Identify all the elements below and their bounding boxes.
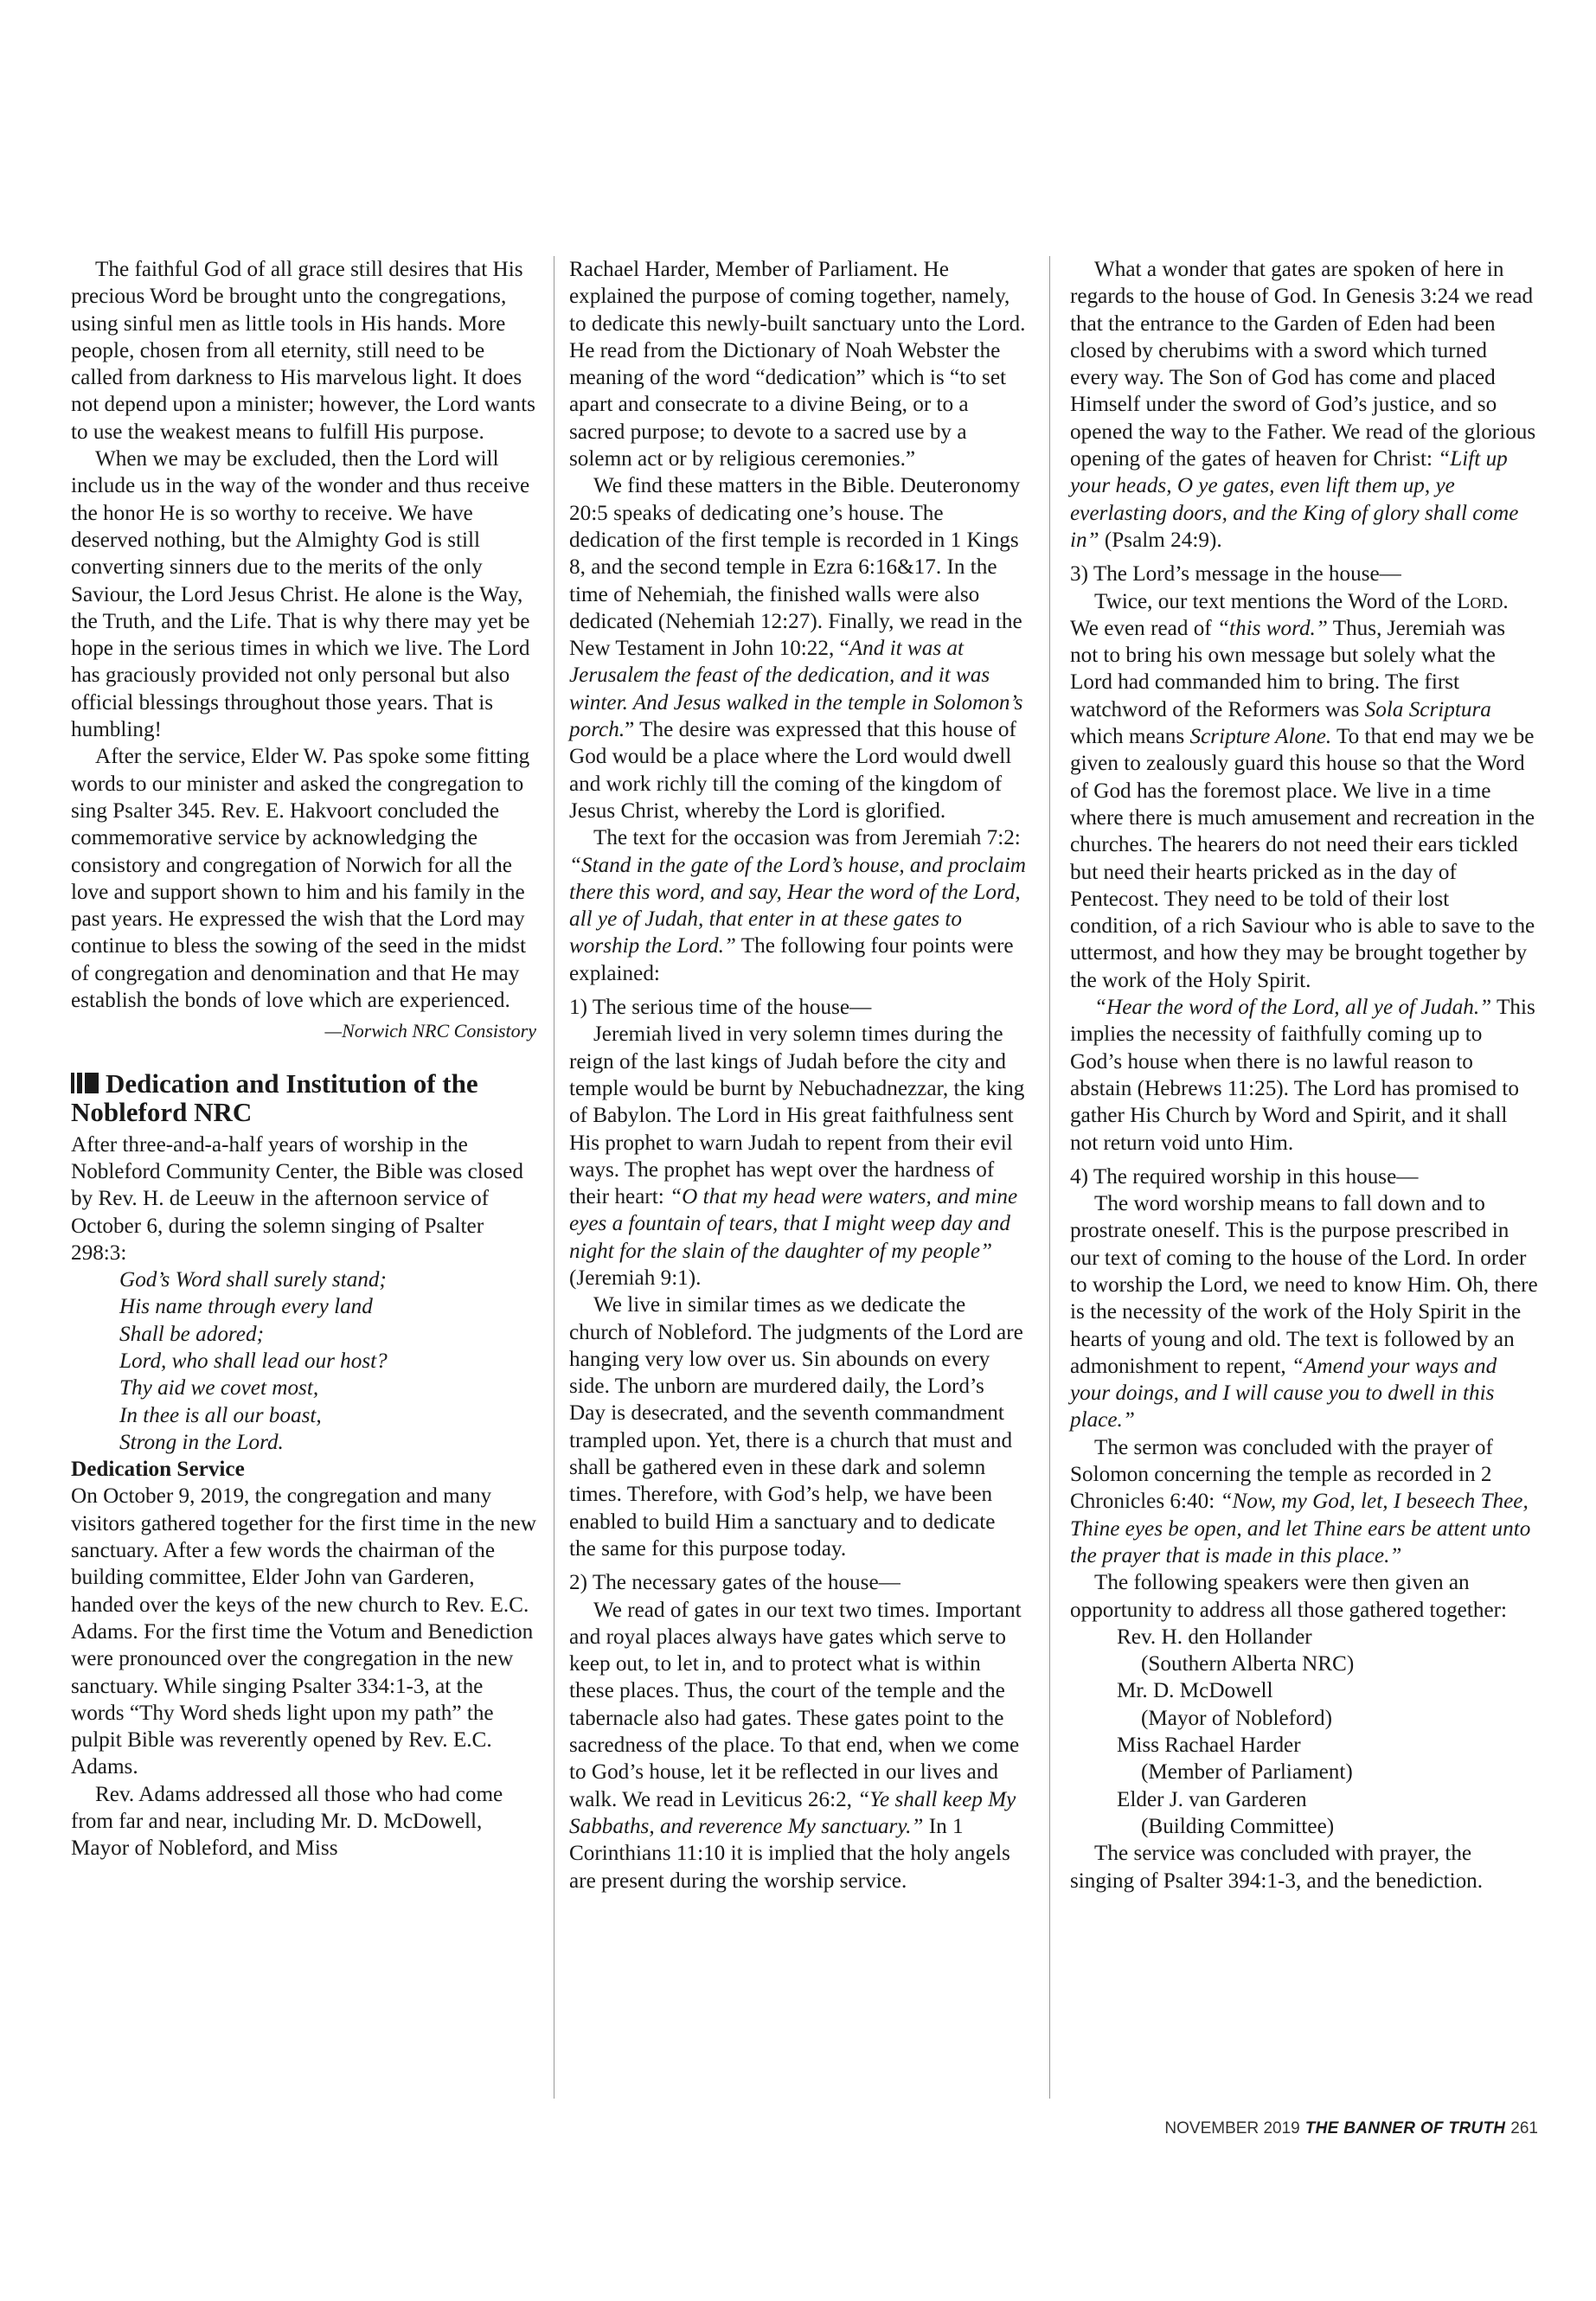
speaker-role: (Member of Parliament) [1141, 1760, 1353, 1785]
paragraph: Twice, our text mentions the Word of the Lord. We even read of “this word.” Thus, Jeremiah was not to bring his own message but solely what the Lord had commanded him to bring. The first watchword of the Reformers was Sola Scriptura which means Scripture Alone. To that end may we be given to zealously guard this house so that the Word of God has the foremost place. We live in a time where there is much amusement and recreation in the churches. The hearers do not need their ears tickled but need their hearts pricked as in the day of Pentecost. They need to be told of their lost condition, of a rich Saviour who is able to save to the uttermost, and how they may be brought together by the work of the Holy Spirit. [1070, 589, 1535, 992]
paragraph: The sermon was concluded with the prayer of Solomon concerning the temple as recorded in 2 Chronicles 6:40: “Now, my God, let, I beseech Thee, Thine eyes be open, and let Thine ears be attent unto the prayer that is made in this place.” [1070, 1435, 1531, 1567]
paragraph: We find these matters in the Bible. Deuteronomy 20:5 speaks of dedicating one’s house. The dedication of the first temple is recorded in 1 Kings 8, and the second temple in Ezra 6:16&17. In the time of Nehemiah, the finished walls were also dedicated (Nehemiah 12:27). Finally, we read in the New Testament in John 10:22, “And it was at Jerusalem the feast of the dedication, and it was winter. And Jesus walked in the temple in Solomon’s porch.” The desire was expressed that this house of God would be a place where the Lord would dwell and work richly till the coming of the kingdom of Jesus Christ, whereby the Lord is glorified. [569, 474, 1023, 823]
verse-line: Thy aid we covet most, [119, 1376, 319, 1400]
paragraph: We live in similar times as we dedicate the church of Nobleford. The judgments of the Lord are hanging very low over us. Sin abounds on every side. The unborn are murdered daily, the Lord’s Day is desecrated, and the seventh commandment trampled upon. Yet, there is a church that must and shall be gathered even in these dark and solemn times. Therefore, with God’s help, we have been enabled to build Him a sanctuary and to dedicate the same for this purpose today. [569, 1293, 1023, 1561]
paragraph: The text for the occasion was from Jeremiah 7:2: “Stand in the gate of the Lord’s house, and proclaim there this word, and say, Hear the word of the Lord, all ye of Judah, that enter in at these gates to worship the Lord.” The following four points were explained: [569, 826, 1027, 985]
speaker-name: Mr. D. McDowell [1117, 1679, 1273, 1703]
paragraph: The faithful God of all grace still desires that His precious Word be brought unto the congregations, using sinful men as little tools in His hands. More people, chosen from all eternity, still need to be called from darkness to His marvelous light. It does not depend upon a minister; however, the Lord wants to use the weakest means to fulfill His purpose. [71, 258, 535, 444]
speaker-role: (Building Committee) [1141, 1814, 1335, 1838]
paragraph: The word worship means to fall down and to prostrate oneself. This is the purpose prescribed in our text of coming to the house of the Lord. In order to worship the Lord, we need to know Him. Oh, there is the necessity of the work of the Holy Spirit in the hearts of young and old. The text is followed by an admonishment to repent, “Amend your ways and your doings, and I will cause you to dwell in this place.” [1070, 1192, 1538, 1433]
column-3 [1070, 256, 1538, 1894]
subheading: Dedication Service [71, 1458, 245, 1482]
paragraph: When we may be excluded, then the Lord will include us in the way of the wonder and thus receive the honor He is so worthy to receive. We have deserved nothing, but the Almighty God is still converting sinners due to the merits of the only Saviour, the Lord Jesus Christ. He alone is the Way, the Truth, and the Life. That is why there may yet be hope in the serious times in which we live. The Lord has graciously provided not only personal but also official blessings throughout those years. That is humbling! [71, 447, 530, 742]
verse-line: Lord, who shall lead our host? [119, 1349, 388, 1373]
point-heading: 2) The necessary gates of the house— [569, 1571, 901, 1595]
paragraph: After the service, Elder W. Pas spoke some fitting words to our minister and asked the congregation to sing Psalter 345. Rev. E. Hakvoort concluded the commemorative service by acknowledging the consistory and congregation of Norwich for all the love and support shown to him and his family in the past years. He expressed the wish that the Lord may continue to bless the sowing of the seed in the midst of congregation and denomination and that He may establish the bonds of love which are experienced. [71, 745, 530, 1013]
paragraph: On October 9, 2019, the congregation and many visitors gathered together for the first time in the new sanctuary. After a few words the chairman of the building committee, Elder John van Garderen, handed over the keys of the new church to Rev. E.C. Adams. For the first time the Votum and Benediction were pronounced over the congregation in the new sanctuary. While singing Psalter 334:1-3, at the words “Thy Word sheds light upon my path” the pulpit Bible was reverently opened by Rev. E.C. Adams. [71, 1484, 536, 1779]
section-marker-icon [71, 1073, 100, 1093]
article-heading [71, 1069, 536, 1126]
verse-line: Strong in the Lord. [119, 1430, 284, 1454]
speaker-name: Elder J. van Garderen [1117, 1787, 1307, 1811]
speaker-role: (Southern Alberta NRC) [1141, 1652, 1355, 1676]
signature: —Norwich NRC Consistory [324, 1020, 536, 1042]
point-heading: 4) The required worship in this house— [1070, 1164, 1419, 1189]
psalter-verse [71, 1266, 536, 1456]
speaker-name: Miss Rachael Harder [1117, 1734, 1301, 1758]
article-title: Dedication and Institution of the Nobleford NRC [71, 1067, 478, 1127]
page-number: 261 [1510, 2119, 1538, 2138]
column-divider [1049, 256, 1050, 2099]
paragraph: We read of gates in our text two times. Important and royal places always have gates which serve to keep out, to let in, and to protect what is within these places. Thus, the court of the temple and the tabernacle also had gates. These gates point to the sacredness of the place. To that end, when we come to God’s house, let it be reflected in our lives and walk. We read in Leviticus 26:2, “Ye shall keep My Sabbaths, and reverence My sanctuary.” In 1 Corinthians 11:10 it is implied that the holy angels are present during the worship service. [569, 1598, 1022, 1893]
publication-name: THE BANNER OF TRUTH [1304, 2119, 1506, 2138]
verse-line: His name through every land [119, 1295, 373, 1319]
verse-line: In thee is all our boast, [119, 1403, 322, 1427]
paragraph: The following speakers were then given an opportunity to address all those gathered together: [1070, 1571, 1508, 1622]
verse-line: Shall be adored; [119, 1322, 264, 1346]
speaker-name: Rev. H. den Hollander [1117, 1625, 1312, 1649]
page-footer [1125, 2119, 1538, 2138]
point-heading: 3) The Lord’s message in the house— [1070, 562, 1401, 586]
column-1 [71, 256, 536, 1862]
paragraph: The service was concluded with prayer, the singing of Psalter 394:1-3, and the benediction. [1070, 1842, 1484, 1893]
column-2 [569, 256, 1026, 1894]
point-heading: 1) The serious time of the house— [569, 996, 872, 1020]
paragraph: Rev. Adams addressed all those who had come from far and near, including Mr. D. McDowell, Mayor of Nobleford, and Miss [71, 1782, 503, 1861]
issue-date: NOVEMBER 2019 [1164, 2119, 1300, 2138]
paragraph: What a wonder that gates are spoken of here in regards to the house of God. In Genesis 3:24 we read that the entrance to the Garden of Eden had been closed by cherubims with a sword which turned every way. The Son of God has come and placed Himself under the sword of God’s justice, and so opened the way to the Father. We read of the glorious opening of the gates of heaven for Christ: “Lift up your heads, O ye gates, even lift them up, ye everlasting doors, and the King of glory shall come in” (Psalm 24:9). [1070, 258, 1536, 552]
speaker-role: (Mayor of Nobleford) [1141, 1706, 1333, 1730]
paragraph: After three-and-a-half years of worship in the Nobleford Community Center, the Bible was closed by Rev. H. de Leeuw in the afternoon service of October 6, during the solemn singing of Psalter 298:3: [71, 1132, 523, 1265]
paragraph: Rachael Harder, Member of Parliament. He explained the purpose of coming together, namely, to dedicate this newly-built sanctuary unto the Lord. He read from the Dictionary of Noah Webster the meaning of the word “dedication” which is “to set apart and consecrate to a divine Being, or to a sacred purpose; to devote to a sacred use by a solemn act or by religious ceremonies.” [569, 258, 1026, 471]
paragraph: “Hear the word of the Lord, all ye of Judah.” This implies the necessity of faithfully coming up to God’s house when there is no lawful reason to abstain (Hebrews 11:25). The Lord has promised to gather His Church by Word and Spirit, and it shall not return void unto Him. [1070, 996, 1535, 1155]
verse-line: God’s Word shall surely stand; [119, 1268, 387, 1292]
paragraph: Jeremiah lived in very solemn times during the reign of the last kings of Judah before the city and temple would be burnt by Nebuchadnezzar, the king of Babylon. The Lord in His great faithfulness sent His prophet to warn Judah to repent from their evil ways. The prophet has wept over the hardness of their heart: “O that my head were waters, and mine eyes a fountain of tears, that I might weep day and night for the slain of the daughter of my people” (Jeremiah 9:1). [569, 1022, 1025, 1290]
speaker-list [1070, 1624, 1538, 1840]
